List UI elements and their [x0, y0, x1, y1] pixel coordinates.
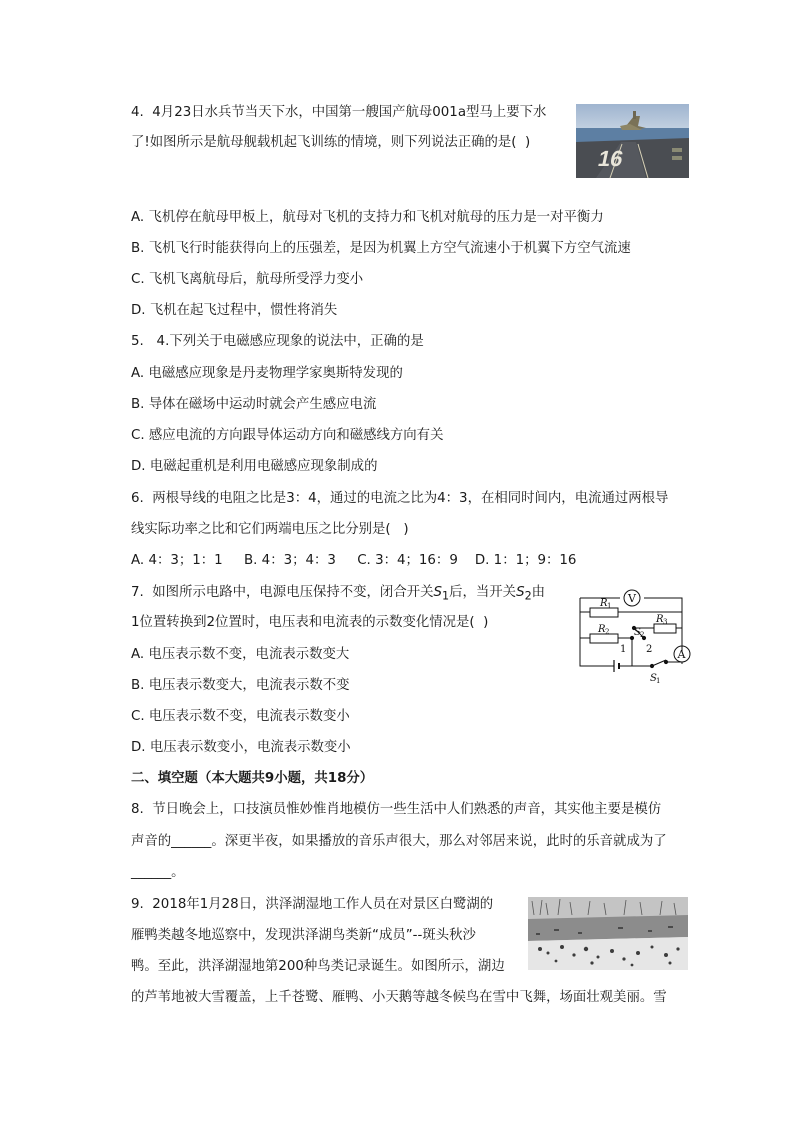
q8-stem-line2: 声音的______。深更半夜，如果播放的音乐声很大，那么对邻居来说，此时的乐音就成为了 — [131, 834, 667, 849]
r3-label: R — [656, 614, 664, 625]
q4-option-a: A. 飞机停在航母甲板上，航母对飞机的支持力和飞机对航母的压力是一对平衡力 — [131, 210, 604, 225]
section-heading-fill-in: 二、填空题（本大题共9小题，共18分） — [131, 771, 374, 786]
q4-stem-line1: 4. 4月23日水兵节当天下水，中国第一艘国产航母001a型马上要下水 — [131, 105, 547, 120]
s2-position-2: 2 — [646, 644, 653, 655]
s2-label: S — [634, 627, 641, 638]
switch-s2-symbol: S — [516, 585, 525, 600]
wetland-birds-photo — [528, 897, 688, 970]
switch-s1-subscript: 1 — [442, 589, 450, 603]
q5-stem: 5. 4.下列关于电磁感应现象的说法中，正确的是 — [131, 334, 424, 349]
q7-stem-part3: 由 — [531, 585, 546, 600]
q7-option-d: D. 电压表示数变小，电流表示数变小 — [131, 740, 351, 755]
aircraft-carrier-photo — [576, 104, 689, 178]
switch-s1-symbol: S — [433, 585, 442, 600]
q7-option-c: C. 电压表示数不变，电流表示数变小 — [131, 709, 350, 724]
q7-stem-part2: 后，当开关 — [449, 585, 517, 600]
q5-option-a: A. 电磁感应现象是丹麦物理学家奥斯特发现的 — [131, 366, 403, 381]
deck-number: 16 — [595, 146, 626, 171]
q7-stem-part1: 7. 如图所示电路中，电源电压保持不变，闭合开关 — [131, 585, 434, 600]
voltmeter-label: V — [628, 592, 636, 605]
q6-stem-line2: 线实际功率之比和它们两端电压之比分别是( ) — [131, 522, 409, 537]
q7-option-b: B. 电压表示数变大，电流表示数不变 — [131, 678, 350, 693]
ammeter-label: A — [677, 648, 686, 661]
r1-subscript: 1 — [607, 602, 612, 610]
q7-option-a: A. 电压表示数不变，电流表示数变大 — [131, 647, 350, 662]
r2-subscript: 2 — [605, 628, 610, 636]
q7-stem-line2: 1位置转换到2位置时，电压表和电流表的示数变化情况是( ) — [131, 615, 489, 630]
r3-subscript: 3 — [663, 618, 668, 626]
q5-option-b: B. 导体在磁场中运动时就会产生感应电流 — [131, 397, 377, 412]
circuit-diagram — [574, 582, 694, 688]
r2-label: R — [598, 624, 606, 635]
q4-option-c: C. 飞机飞离航母后，航母所受浮力变小 — [131, 272, 364, 287]
q7-stem-line1 — [131, 584, 545, 606]
q4-option-d: D. 飞机在起飞过程中，惯性将消失 — [131, 303, 338, 318]
s1-subscript: 1 — [656, 677, 661, 685]
resistor-r1-icon — [590, 608, 618, 617]
q4-option-b: B. 飞机飞行时能获得向上的压强差，是因为机翼上方空气流速小于机翼下方空气流速 — [131, 241, 631, 256]
q6-stem-line1: 6. 两根导线的电阻之比是3：4，通过的电流之比为4：3，在相同时间内，电流通过两根导 — [131, 491, 669, 506]
q9-stem-line2: 雁鸭类越冬地巡察中，发现洪泽湖鸟类新“成员”--斑头秋沙 — [131, 928, 476, 943]
q4-stem-line2: 了!如图所示是航母舰载机起飞训练的情境，则下列说法正确的是( ) — [131, 135, 531, 150]
q5-option-d: D. 电磁起重机是利用电磁感应现象制成的 — [131, 459, 378, 474]
q6-options: A. 4：3；1：1 B. 4：3；4：3 C. 3：4；16：9 D. 1：1；9：16 — [131, 553, 577, 568]
s2-subscript: 2 — [640, 631, 645, 639]
switch-s2-subscript: 2 — [524, 589, 532, 603]
s1-label: S — [650, 673, 657, 684]
q9-stem-line1: 9. 2018年1月28日，洪泽湖湿地工作人员在对景区白鹭湖的 — [131, 897, 494, 912]
q9-stem-line3: 鸭。至此，洪泽湖湿地第200种鸟类记录诞生。如图所示，湖边 — [131, 959, 505, 974]
q8-stem-line1: 8. 节日晚会上，口技演员惟妙惟肖地模仿一些生活中人们熟悉的声音，其实他主要是模仿 — [131, 802, 662, 817]
q5-option-c: C. 感应电流的方向跟导体运动方向和磁感线方向有关 — [131, 428, 444, 443]
r1-label: R — [600, 598, 608, 609]
q9-stem-line4: 的芦苇地被大雪覆盖，上千苍鹭、雁鸭、小天鹅等越冬候鸟在雪中飞舞，场面壮观美丽。雪 — [131, 990, 667, 1005]
resistor-r2-icon — [590, 634, 618, 643]
s2-position-1: 1 — [620, 644, 627, 655]
q8-stem-line3: ______。 — [131, 865, 185, 880]
switch-s1-blade — [652, 660, 666, 666]
